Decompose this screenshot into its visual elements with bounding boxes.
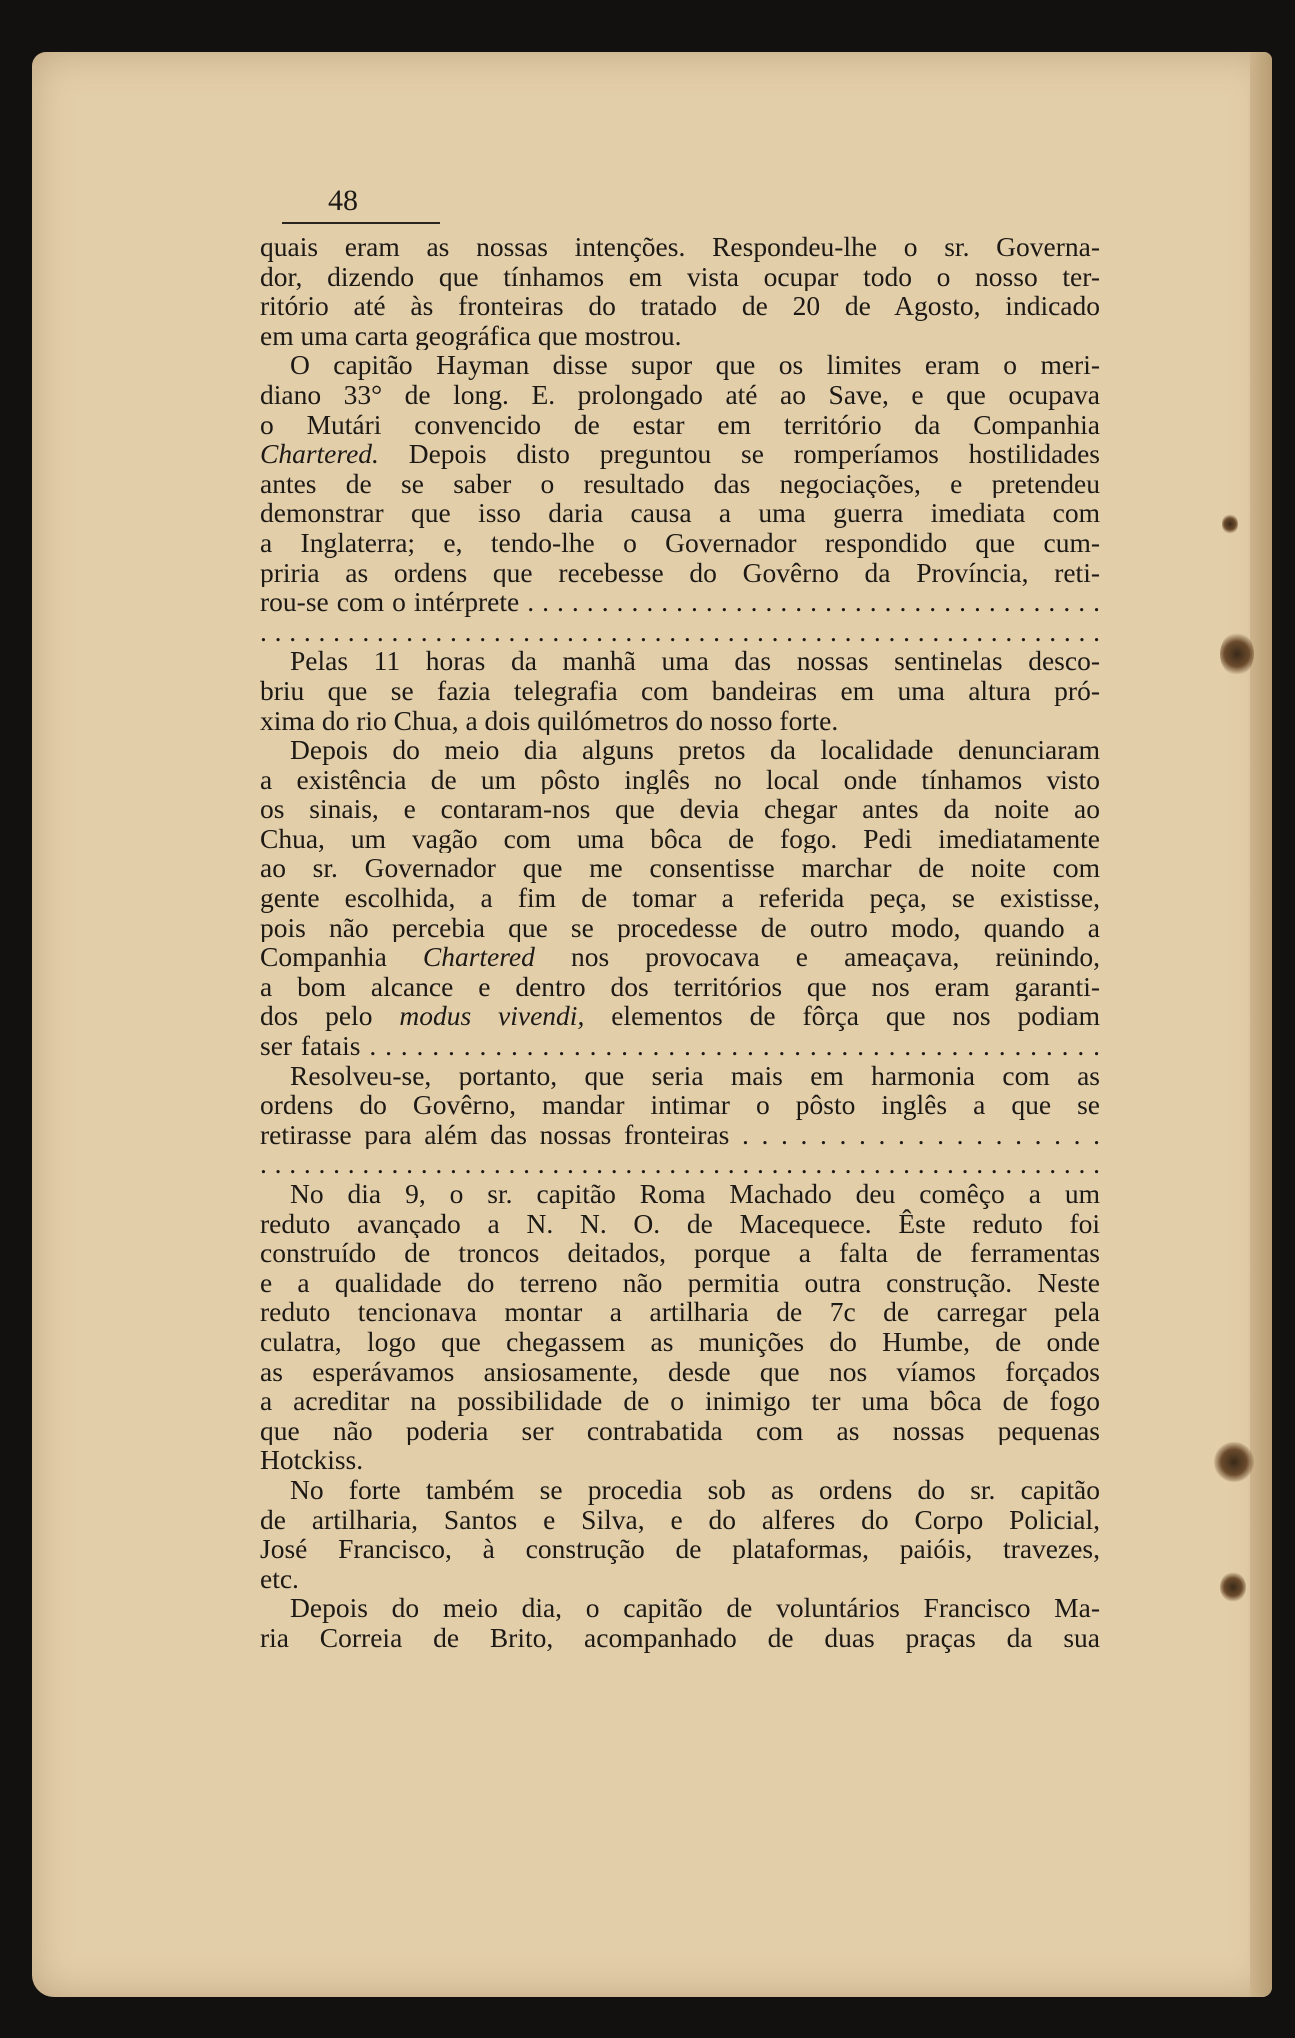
text-line — [260, 735, 1100, 765]
text-line — [260, 1238, 1100, 1268]
stain-mark — [1220, 1572, 1246, 1602]
line-text: Pelas 11 horas da manhã uma das nossas sentinelas desco- — [290, 646, 1100, 676]
text-line — [260, 469, 1100, 499]
text-line — [260, 1061, 1100, 1091]
line-text: briu que se fazia telegrafia com bandeiras em uma altura pró- — [260, 675, 1100, 706]
text-line — [260, 350, 1100, 380]
text-line — [260, 528, 1100, 558]
line-text: No dia 9, o sr. capitão Roma Machado deu comêço a um — [290, 1179, 1100, 1209]
line-text: ria Correia de Brito, acompanhado de duas praças da sua — [260, 1622, 1100, 1653]
page-number-rule — [282, 222, 440, 224]
line-text: culatra, logo que chegassem as munições do Humbe, de onde — [260, 1326, 1100, 1357]
text-line — [260, 1268, 1100, 1298]
line-text: a bom alcance e dentro dos territórios que nos eram garanti- — [260, 971, 1100, 1002]
text-line — [260, 1564, 1100, 1594]
line-prefix: Companhia — [260, 942, 423, 972]
line-text: Depois disto preguntou se romperíamos hostilidades — [378, 439, 1100, 469]
line-text: a acreditar na possibilidade de o inimigo ter uma bôca de fogo — [260, 1386, 1100, 1416]
document-page — [32, 52, 1272, 1997]
text-line — [260, 410, 1100, 440]
text-line — [260, 1209, 1100, 1239]
text-line — [260, 1623, 1100, 1653]
text-line — [260, 676, 1100, 706]
line-text: as esperávamos ansiosamente, desde que nos víamos forçados — [260, 1356, 1100, 1387]
line-text: antes de se saber o resultado das negociações, e pretendeu — [260, 468, 1100, 499]
italic-term: Chartered — [422, 942, 535, 972]
line-text: pois não percebia que se procedesse de outro modo, quando a — [260, 912, 1100, 943]
text-line — [260, 439, 1100, 469]
text-line — [260, 558, 1100, 588]
text-line — [260, 321, 1100, 351]
text-line — [260, 1327, 1100, 1357]
line-text: o Mutári convencido de estar em território da Companhia — [260, 409, 1100, 440]
text-line — [260, 1593, 1100, 1623]
text-line — [260, 1505, 1100, 1535]
line-text: Chua, um vagão com uma bôca de fogo. Pedi imediatamente — [260, 823, 1100, 854]
text-line — [260, 1120, 1100, 1150]
stain-mark — [1214, 1442, 1254, 1482]
text-line — [260, 883, 1100, 913]
text-line — [260, 617, 1100, 647]
text-line — [260, 942, 1100, 972]
line-text: construído de troncos deitados, porque a falta de ferramentas — [260, 1238, 1100, 1268]
line-text: gente escolhida, a fim de tomar a referida peça, se existisse, — [260, 883, 1100, 913]
text-line — [260, 913, 1100, 943]
line-text: ser fatais . . . . . . . . . . . . . . . . . . . . . . . . . . . . . . . . . . . . . . . . . . . . . . . — [260, 1031, 1100, 1061]
line-text: demonstrar que isso daria causa a uma guerra imediata com — [260, 498, 1100, 528]
text-line — [260, 587, 1100, 617]
text-line — [260, 1386, 1100, 1416]
line-text: . . . . . . . . . . . . . . . . . . . . . . . . . . . . . . . . . . . . . . . . . . . . . . . . . . . . . . . . . . — [260, 616, 1100, 647]
line-text: a Inglaterra; e, tendo-lhe o Governador respondido que cum- — [260, 527, 1100, 558]
line-text: rou-se com o intérprete . . . . . . . . . . . . . . . . . . . . . . . . . . . . . . . . . . . . . . . — [260, 587, 1100, 617]
stain-mark — [1222, 514, 1238, 534]
line-text: Hotckiss. — [260, 1445, 364, 1475]
line-text: dor, dizendo que tínhamos em vista ocupar todo o nosso ter- — [260, 261, 1100, 292]
line-text: quais eram as nossas intenções. Respondeu-lhe o sr. Governa- — [260, 232, 1100, 262]
body-text — [260, 232, 1100, 1653]
text-line — [260, 1445, 1100, 1475]
line-text: elementos de fôrça que nos podiam — [584, 1001, 1100, 1032]
italic-term: Chartered. — [260, 439, 379, 469]
text-line — [260, 646, 1100, 676]
line-text: ao sr. Governador que me consentisse marchar de noite com — [260, 853, 1100, 884]
line-text: . . . . . . . . . . . . . . . . . . . . . . . . . . . . . . . . . . . . . . . . . . . . . . . . . . . . . . . . . . — [260, 1149, 1100, 1179]
line-text: reduto avançado a N. N. O. de Macequece. Êste reduto foi — [260, 1208, 1100, 1239]
text-line — [260, 1031, 1100, 1061]
line-prefix: dos pelo — [260, 1001, 400, 1032]
line-text: nos provocava e ameaçava, reünindo, — [534, 942, 1100, 972]
line-text: Depois do meio dia, o capitão de voluntários Francisco Ma- — [290, 1593, 1100, 1623]
line-text: de artilharia, Santos e Silva, e do alferes do Corpo Policial, — [260, 1504, 1100, 1535]
text-line — [260, 794, 1100, 824]
line-text: priria as ordens que recebesse do Govêrno da Província, reti- — [260, 557, 1100, 588]
line-text: Resolveu-se, portanto, que seria mais em harmonia com as — [290, 1060, 1100, 1091]
text-line — [260, 232, 1100, 262]
text-line — [260, 1357, 1100, 1387]
line-text: os sinais, e contaram-nos que devia chegar antes da noite ao — [260, 794, 1100, 824]
page-edge — [1250, 52, 1272, 1997]
line-text: ritório até às fronteiras do tratado de 20 de Agosto, indicado — [260, 291, 1100, 321]
text-line — [260, 824, 1100, 854]
text-line — [260, 1297, 1100, 1327]
text-line — [260, 380, 1100, 410]
stain-mark — [1220, 632, 1254, 676]
text-line — [260, 706, 1100, 736]
line-text: retirasse para além das nossas fronteiras . . . . . . . . . . . . . . . . . . . — [260, 1119, 1100, 1150]
text-line — [260, 1475, 1100, 1505]
line-text: etc. — [260, 1563, 299, 1594]
line-text: que não poderia ser contrabatida com as nossas pequenas — [260, 1415, 1100, 1446]
line-text: em uma carta geográfica que mostrou. — [260, 320, 682, 351]
text-line — [260, 291, 1100, 321]
text-line — [260, 1001, 1100, 1031]
page-number: 48 — [328, 184, 358, 217]
text-line — [260, 1149, 1100, 1179]
line-text: No forte também se procedia sob as ordens do sr. capitão — [290, 1474, 1100, 1505]
line-text: ordens do Govêrno, mandar intimar o pôsto inglês a que se — [260, 1090, 1100, 1120]
line-text: a existência de um pôsto inglês no local onde tínhamos visto — [260, 764, 1100, 795]
line-text: diano 33° de long. E. prolongado até ao Save, e que ocupava — [260, 379, 1100, 410]
line-text: Depois do meio dia alguns pretos da localidade denunciaram — [290, 735, 1100, 765]
text-line — [260, 972, 1100, 1002]
italic-term: modus vivendi, — [399, 1001, 585, 1032]
line-text: José Francisco, à construção de plataformas, paióis, travezes, — [260, 1534, 1100, 1564]
text-line — [260, 1534, 1100, 1564]
line-text: reduto tencionava montar a artilharia de 7c de carregar pela — [260, 1297, 1100, 1327]
line-text: xima do rio Chua, a dois quilómetros do nosso forte. — [260, 705, 839, 736]
text-line — [260, 498, 1100, 528]
text-line — [260, 1416, 1100, 1446]
text-line — [260, 765, 1100, 795]
text-line — [260, 262, 1100, 292]
text-line — [260, 853, 1100, 883]
text-line — [260, 1090, 1100, 1120]
text-line — [260, 1179, 1100, 1209]
line-text: O capitão Hayman disse supor que os limites eram o meri- — [290, 350, 1100, 380]
line-text: e a qualidade do terreno não permitia outra construção. Neste — [260, 1267, 1100, 1298]
